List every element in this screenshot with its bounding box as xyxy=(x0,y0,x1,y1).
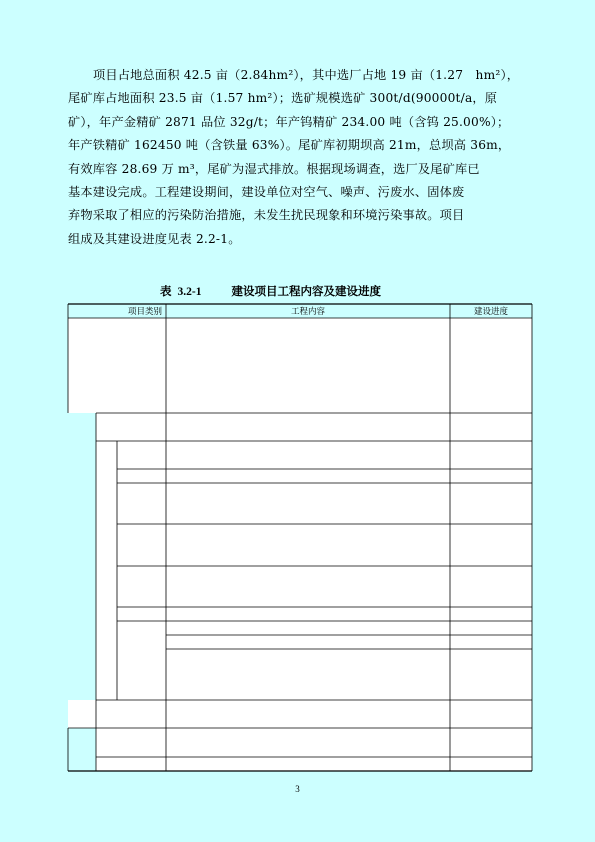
page-number: 3 xyxy=(295,784,300,794)
table-cell-fill xyxy=(96,700,166,771)
table-caption-prefix: 表 xyxy=(160,284,172,298)
table-cell-fill xyxy=(68,318,166,413)
table-cell-fill xyxy=(68,700,96,728)
header-project-content: 工程内容 xyxy=(290,307,326,317)
table-cell-fills xyxy=(68,318,532,771)
body-line: 年产铁精矿 162450 吨（含铁量 63%）。尾矿库初期坝高 21m，总坝高 36m， xyxy=(68,138,511,153)
body-line: 尾矿库占地面积 23.5 亩（1.57 hm²）；选矿规模选矿 300t/d(90000t/a，原 xyxy=(68,91,498,106)
table-cell-fill xyxy=(450,318,532,771)
body-line: 项目占地总面积 42.5 亩（2.84hm²），其中选厂占地 19 亩（1.27 hm²）， xyxy=(93,68,520,82)
table-cell-fill xyxy=(96,413,166,700)
body-line: 基本建设完成。工程建设期间，建设单位对空气、噪声、污废水、固体废 xyxy=(68,184,465,199)
body-line: 组成及其建设进度见表 2.2-1。 xyxy=(68,231,241,246)
table-cell-fill xyxy=(166,318,450,771)
body-line: 矿），年产金精矿 2871 品位 32g/t；年产钨精矿 234.00 吨（含钨 25.00%）； xyxy=(68,114,510,129)
header-build-progress: 建设进度 xyxy=(473,307,509,317)
header-project-category: 项目类别 xyxy=(127,307,163,317)
body-line: 有效库容 28.69 万 m³，尾矿为湿式排放。根据现场调查，选厂及尾矿库已 xyxy=(68,161,480,176)
table-caption-number: 3.2-1 xyxy=(177,286,202,298)
body-line: 弃物采取了相应的污染防治措施，未发生扰民现象和环境污染事故。项目 xyxy=(68,208,465,223)
table-caption-title: 建设项目工程内容及建设进度 xyxy=(231,284,381,298)
